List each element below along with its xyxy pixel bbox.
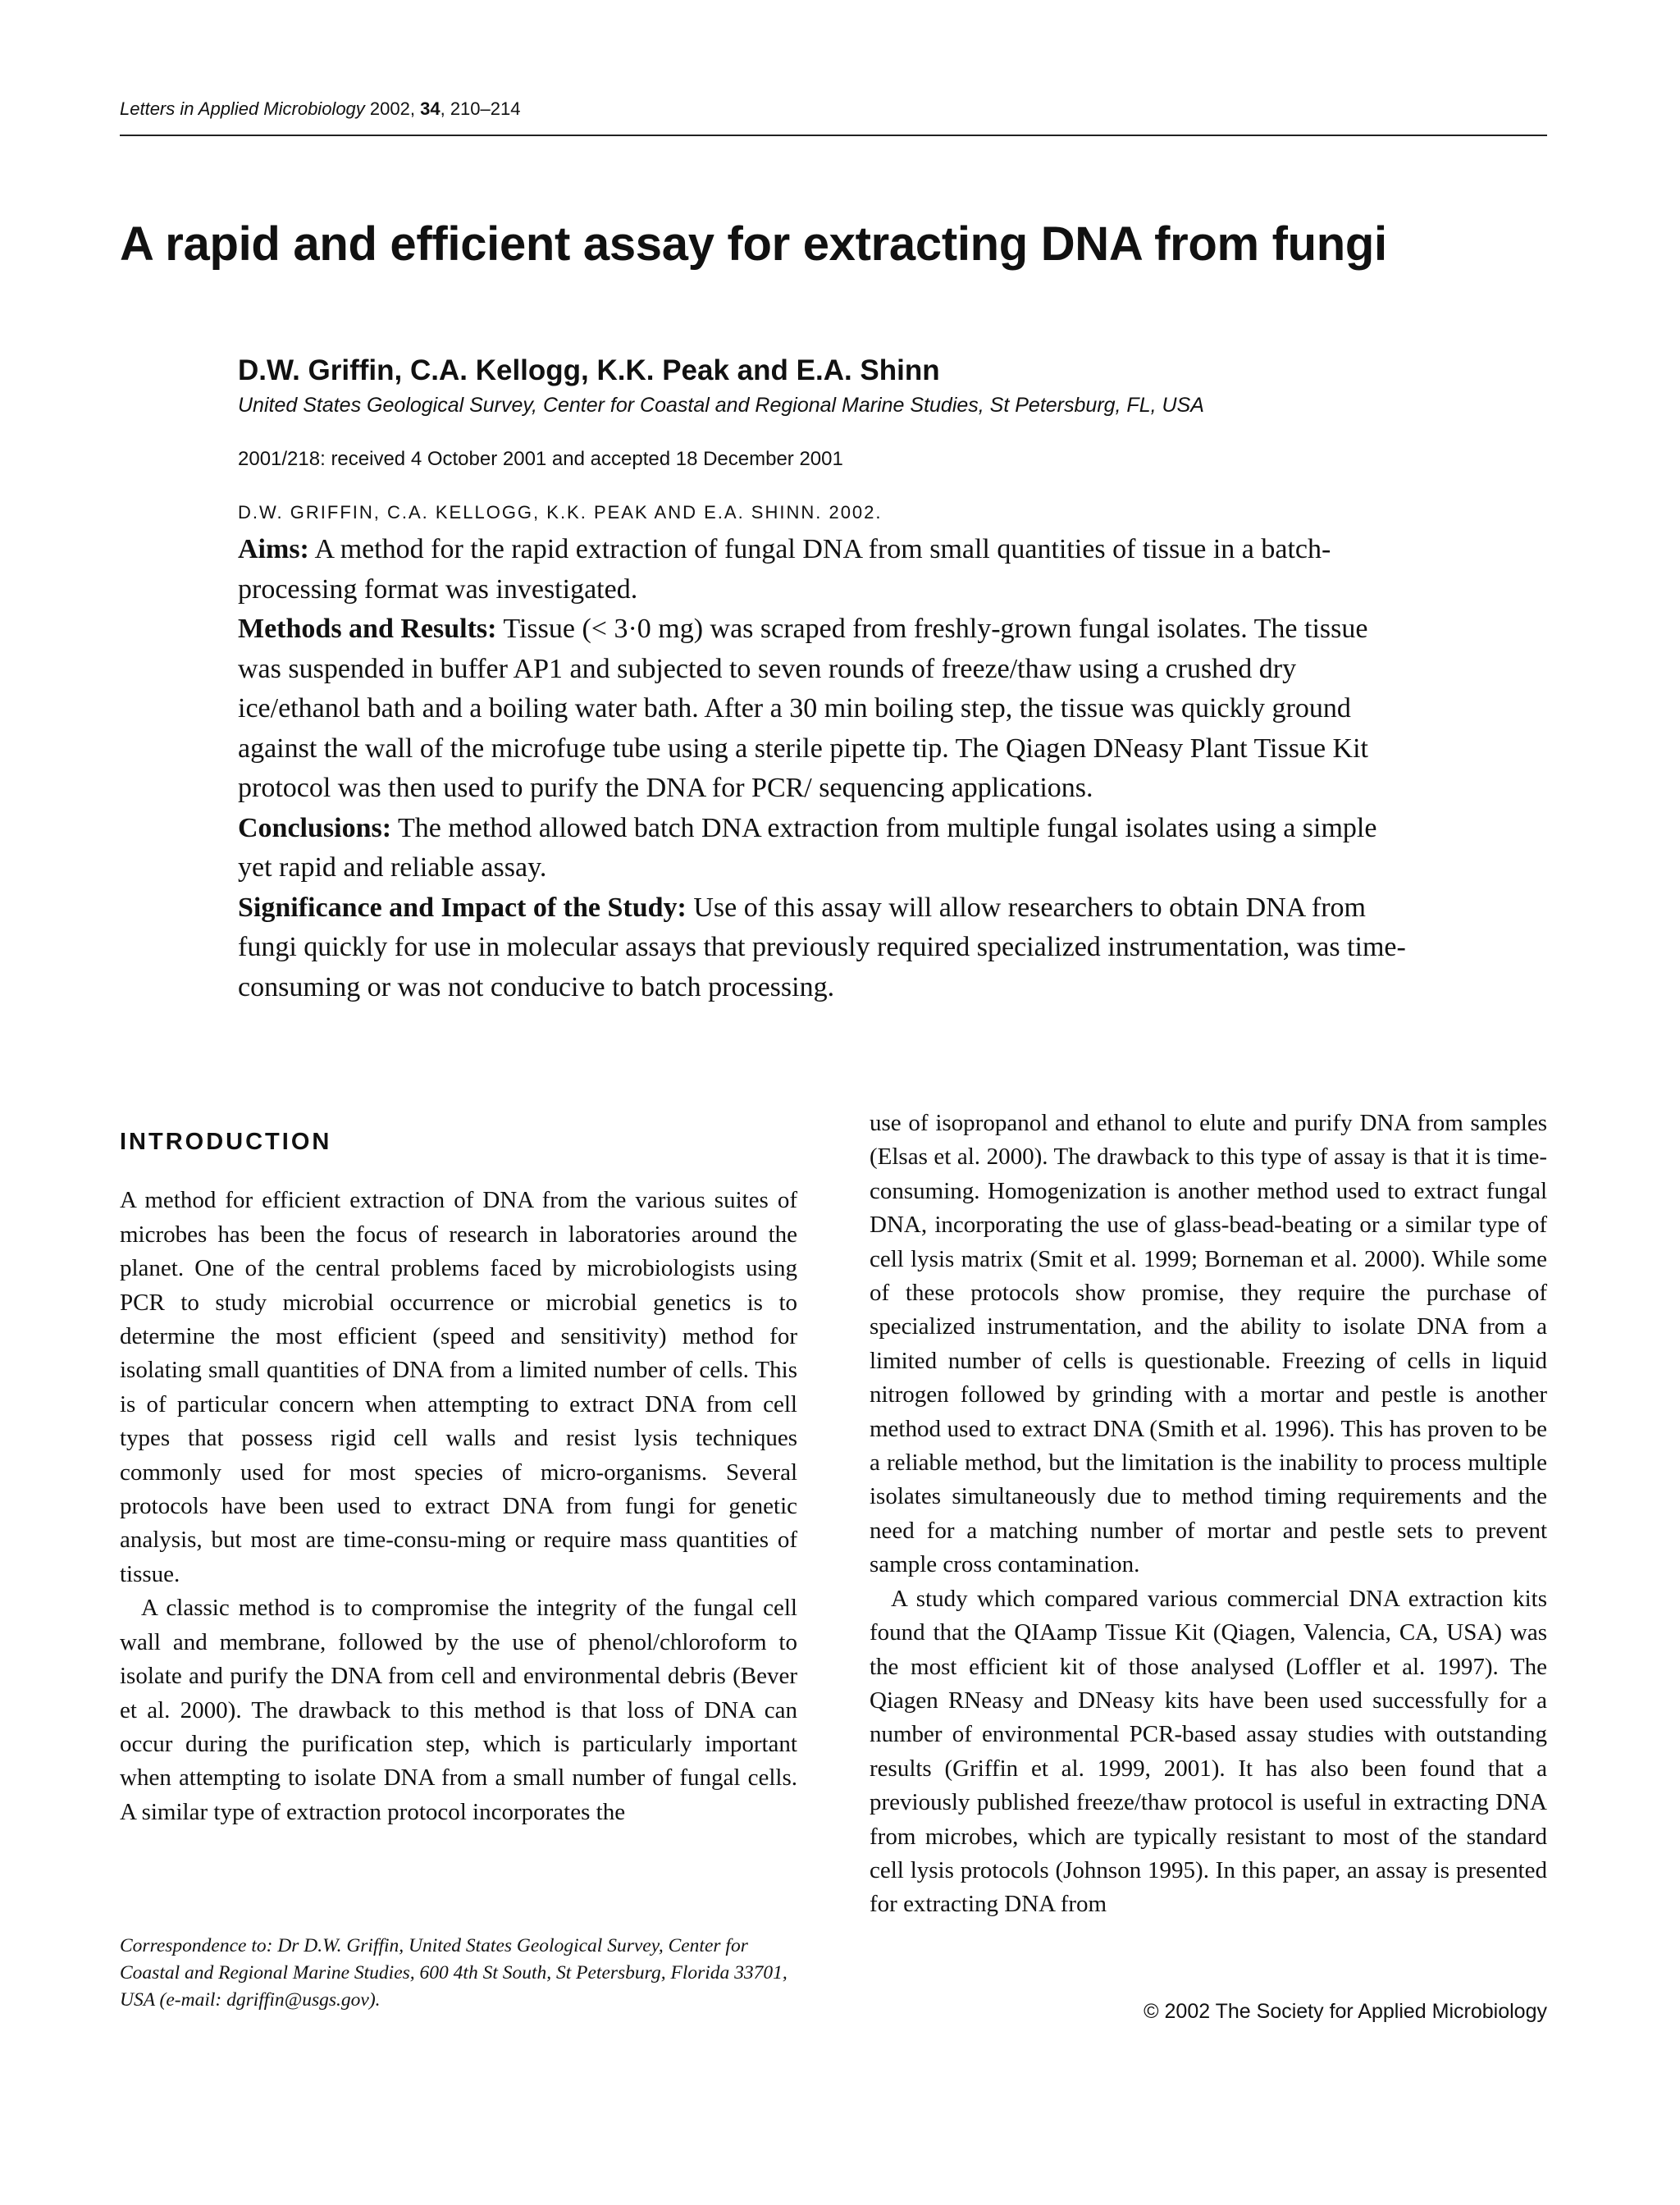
abstract-conclusions-text: The method allowed batch DNA extraction from multiple fungal isolates using a simple yet rapid and reliable assay. <box>238 812 1377 883</box>
received-dates: 2001/218: received 4 October 2001 and accepted 18 December 2001 <box>238 448 843 470</box>
journal-volume: 34 <box>420 98 441 119</box>
abstract-conclusions <box>238 809 1411 888</box>
intro-paragraph-1: A method for efficient extraction of DNA from the various suites of microbes has been the focus of research in laboratories around the planet. One of the central problems faced by microbiologists using PCR to study microbial occurrence or microbial genetics is to determine the most efficient (speed and sensitivity) method for isolating small quantities of DNA from a limited number of cells. This is of particular concern when attempting to extract DNA from cell types that possess rigid cell walls and resist lysis techniques commonly used for most species of micro-organisms. Several protocols have been used to extract DNA from fungi for genetic analysis, but most are time-consu-ming or require mass quantities of tissue. <box>120 1187 797 1587</box>
abstract <box>238 530 1411 1007</box>
abstract-conclusions-label: Conclusions: <box>238 812 392 843</box>
abstract-significance-label: Significance and Impact of the Study: <box>238 892 687 923</box>
abstract-methods <box>238 609 1411 809</box>
section-heading-introduction: INTRODUCTION <box>120 1129 332 1155</box>
journal-pages: , 210–214 <box>440 98 521 119</box>
copyright-footer: © 2002 The Society for Applied Microbiology <box>1144 2000 1547 2023</box>
citation-line: D.W. GRIFFIN, C.A. KELLOGG, K.K. PEAK AND E.A. SHINN. 2002. <box>238 502 883 523</box>
intro-paragraph-2: A classic method is to compromise the integrity of the fungal cell wall and membrane, followed by the use of phenol/chloroform to isolate and purify the DNA from cell and environmental debris (Bever et al. 2000). The drawback to this method is that loss of DNA can occur during the purification step, which is particularly important when attempting to isolate DNA from a small number of fungal cells. A similar type of extraction protocol incorporates the <box>120 1595 797 1825</box>
body-column-right <box>870 1107 1547 1922</box>
abstract-significance-text: Use of this assay will allow researchers to obtain DNA from fungi quickly for use in molecular assays that previously required specialized instrumentation, was time-consuming or was not conducive to batch processing. <box>238 892 1406 1002</box>
intro-paragraph-3: use of isopropanol and ethanol to elute and purify DNA from samples (Elsas et al. 2000). The drawback to this type of assay is that it is time-consuming. Homogenization is another method used to extract fungal DNA, incorporating the use of glass-bead-beating or a similar type of cell lysis matrix (Smit et al. 1999; Borneman et al. 2000). While some of these protocols show promise, they require the purchase of specialized instrumentation, and the ability to isolate DNA from a limited number of cells is questionable. Freezing of cells in liquid nitrogen followed by grinding with a mortar and pestle is another method used to extract DNA (Smith et al. 1996). This has proven to be a reliable method, but the limitation is the inability to process multiple isolates simultaneously due to method timing requirements and the need for a matching number of mortar and pestle sets to prevent sample cross contamination. <box>870 1110 1547 1578</box>
body-column-left <box>120 1106 797 1829</box>
journal-name: Letters in Applied Microbiology <box>120 98 365 119</box>
abstract-significance <box>238 888 1411 1008</box>
abstract-methods-text: Tissue (< 3·0 mg) was scraped from freshly-grown fungal isolates. The tissue was suspended in buffer AP1 and subjected to seven rounds of freeze/thaw using a crushed dry ice/ethanol bath and a boiling water bath. After a 30 min boiling step, the tissue was quickly ground against the wall of the microfuge tube using a sterile pipette tip. The Qiagen DNeasy Plant Tissue Kit protocol was then used to purify the DNA for PCR/ sequencing applications. <box>238 614 1368 803</box>
running-head <box>120 98 520 120</box>
journal-year: 2002, <box>369 98 415 119</box>
abstract-aims-label: Aims: <box>238 534 309 564</box>
correspondence-note: Correspondence to: Dr D.W. Griffin, United States Geological Survey, Center for Coastal and Regional Marine Studies, 600 4th St South, St Petersburg, Florida 33701, USA (e-mail: dgriffin@usgs.gov). <box>120 1935 788 2011</box>
intro-paragraph-4: A study which compared various commercial DNA extraction kits found that the QIAamp Tissue Kit (Qiagen, Valencia, CA, USA) was the most efficient kit of those analysed (Loffler et al. 1997). The Qiagen RNeasy and DNeasy kits have been used successfully for a number of environmental PCR-based assay studies with outstanding results (Griffin et al. 1999, 2001). It has also been found that a previously published freeze/thaw protocol is useful in extracting DNA from microbes, which are typically resistant to most of the standard cell lysis protocols (Johnson 1995). In this paper, an assay is presented for extracting DNA from <box>870 1585 1547 1918</box>
affiliation: United States Geological Survey, Center for Coastal and Regional Marine Studies, St Petersburg, FL, USA <box>238 394 1204 417</box>
article-title: A rapid and efficient assay for extracting DNA from fungi <box>120 217 1387 271</box>
abstract-methods-label: Methods and Results: <box>238 614 497 644</box>
author-list: D.W. Griffin, C.A. Kellogg, K.K. Peak and E.A. Shinn <box>238 354 940 386</box>
abstract-aims <box>238 530 1411 609</box>
abstract-aims-text: A method for the rapid extraction of fungal DNA from small quantities of tissue in a batch-processing format was investigated. <box>238 534 1331 605</box>
header-rule <box>120 135 1547 136</box>
